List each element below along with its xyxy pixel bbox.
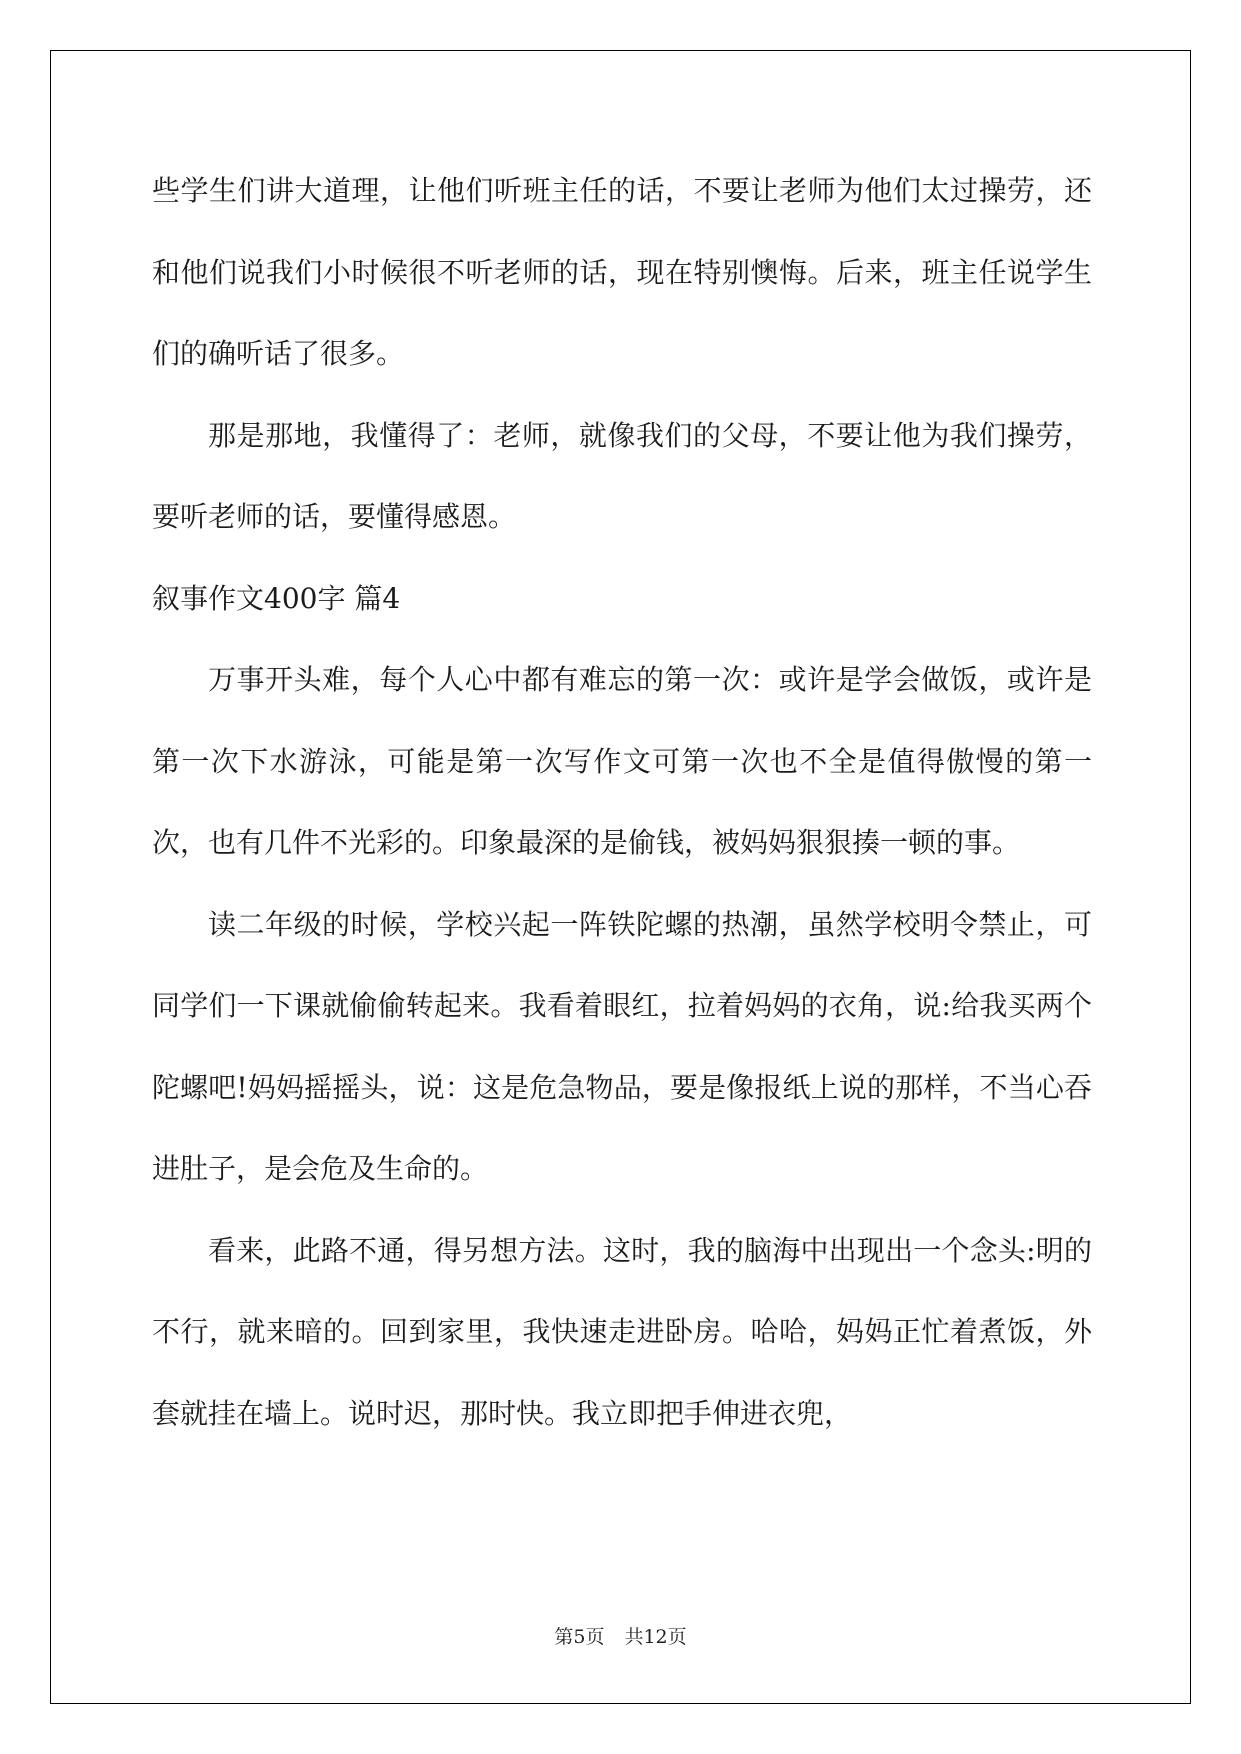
paragraph: 那是那地，我懂得了：老师，就像我们的父母，不要让他为我们操劳，要听老师的话，要懂得感恩。 (152, 418, 1092, 533)
page-total: 共12页 (624, 1626, 687, 1648)
document-body (152, 150, 1092, 1454)
paragraph: 些学生们讲大道理，让他们听班主任的话，不要让老师为他们太过操劳，还和他们说我们小时候很不听老师的话，现在特别懊悔。后来，班主任说学生们的确听话了很多。 (152, 174, 1092, 370)
paragraph: 看来，此路不通，得另想方法。这时，我的脑海中出现出一个念头:明的不行，就来暗的。回到家里，我快速走进卧房。哈哈，妈妈正忙着煮饭，外套就挂在墙上。说时迟，那时快。我立即把手伸进衣兜， (152, 1233, 1092, 1430)
paragraph: 读二年级的时候，学校兴起一阵铁陀螺的热潮，虽然学校明令禁止，可同学们一下课就偷偷转起来。我看着眼红，拉着妈妈的衣角，说:给我买两个陀螺吧!妈妈摇摇头，说：这是危急物品，要是像报纸上说的那样，不当心吞进肚子，是会危及生命的。 (152, 907, 1092, 1185)
page-footer (0, 1622, 1241, 1649)
paragraph: 万事开头难，每个人心中都有难忘的第一次：或许是学会做饭，或许是第一次下水游泳，可能是第一次写作文可第一次也不全是值得傲慢的第一次，也有几件不光彩的。印象最深的是偷钱，被妈妈狠狠揍一顿的事。 (152, 663, 1092, 859)
page-number: 第5页 (554, 1626, 605, 1648)
section-heading: 叙事作文400字 篇4 (152, 581, 401, 615)
